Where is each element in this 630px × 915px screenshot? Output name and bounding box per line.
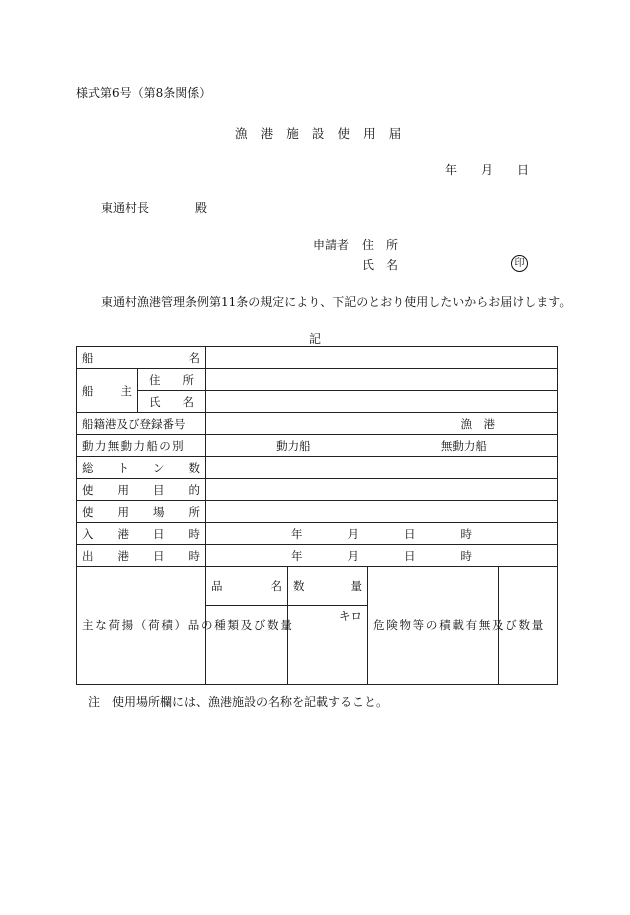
row-exit xyxy=(77,545,558,567)
row-cargo-header xyxy=(77,567,558,606)
port-suffix: 漁 港 xyxy=(460,416,495,431)
item-name-header: 品 名 xyxy=(206,567,288,606)
place-label: 使 用 場 所 xyxy=(77,501,206,523)
tonnage-field[interactable] xyxy=(206,457,558,479)
date-month: 月 xyxy=(481,163,494,177)
purpose-field[interactable] xyxy=(206,479,558,501)
owner-label: 船 主 xyxy=(77,369,138,413)
cargo-label: 主な荷揚（荷積）品の種類及び数量 xyxy=(77,567,206,685)
danger-label: 危険物等の積載有無及び数量 xyxy=(368,567,499,685)
quantity-field[interactable] xyxy=(288,606,368,685)
owner-name-field[interactable] xyxy=(206,391,558,413)
row-owner-name xyxy=(77,391,558,413)
owner-address-field[interactable] xyxy=(206,369,558,391)
row-powered xyxy=(77,435,558,457)
place-field[interactable] xyxy=(206,501,558,523)
row-place xyxy=(77,501,558,523)
applicant-name-label: 氏 名 xyxy=(362,258,399,272)
date-day: 日 xyxy=(517,163,530,177)
exit-field[interactable]: 年 月 日 時 xyxy=(206,545,558,567)
ki-heading: 記 xyxy=(309,332,322,346)
row-tonnage xyxy=(77,457,558,479)
entry-field[interactable]: 年 月 日 時 xyxy=(206,523,558,545)
addressee xyxy=(101,199,207,216)
powered-option[interactable]: 動力船 xyxy=(276,438,311,453)
ship-name-label: 船 名 xyxy=(77,347,206,369)
quantity-header: 数 量 xyxy=(288,567,368,606)
form-number: 様式第6号（第8条関係） xyxy=(76,86,212,100)
date-year: 年 xyxy=(445,163,458,177)
row-purpose xyxy=(77,479,558,501)
row-owner-address xyxy=(77,369,558,391)
owner-address-label: 住 所 xyxy=(138,369,206,391)
unpowered-option[interactable]: 無動力船 xyxy=(440,438,487,453)
applicant-label: 申請者 xyxy=(313,238,350,252)
row-ship-name xyxy=(77,347,558,369)
powered-label: 動力無動力船の別 xyxy=(77,435,206,457)
row-entry xyxy=(77,523,558,545)
entry-label: 入 港 日 時 xyxy=(77,523,206,545)
body-text: 東通村漁港管理条例第11条の規定により、下記のとおり使用したいからお届けします。 xyxy=(101,295,572,309)
owner-name-label: 氏 名 xyxy=(138,391,206,413)
addressee-honorific: 殿 xyxy=(195,201,208,215)
application-table xyxy=(76,346,558,685)
applicant-address-label: 住 所 xyxy=(362,238,399,252)
ship-name-field[interactable] xyxy=(206,347,558,369)
form-title: 漁港施設使用届 xyxy=(235,126,415,141)
kilo-unit: キロ xyxy=(339,609,362,623)
purpose-label: 使 用 目 的 xyxy=(77,479,206,501)
exit-label: 出 港 日 時 xyxy=(77,545,206,567)
date-line xyxy=(445,161,529,178)
tonnage-label: 総 ト ン 数 xyxy=(77,457,206,479)
seal-mark: 印 xyxy=(511,255,528,272)
registry-label: 船籍港及び登録番号 xyxy=(77,413,206,435)
registry-field[interactable] xyxy=(206,413,558,435)
powered-field[interactable] xyxy=(206,435,558,457)
row-registry xyxy=(77,413,558,435)
note: 注 使用場所欄には、漁港施設の名称を記載すること。 xyxy=(88,695,389,709)
addressee-name: 東通村長 xyxy=(101,201,150,215)
